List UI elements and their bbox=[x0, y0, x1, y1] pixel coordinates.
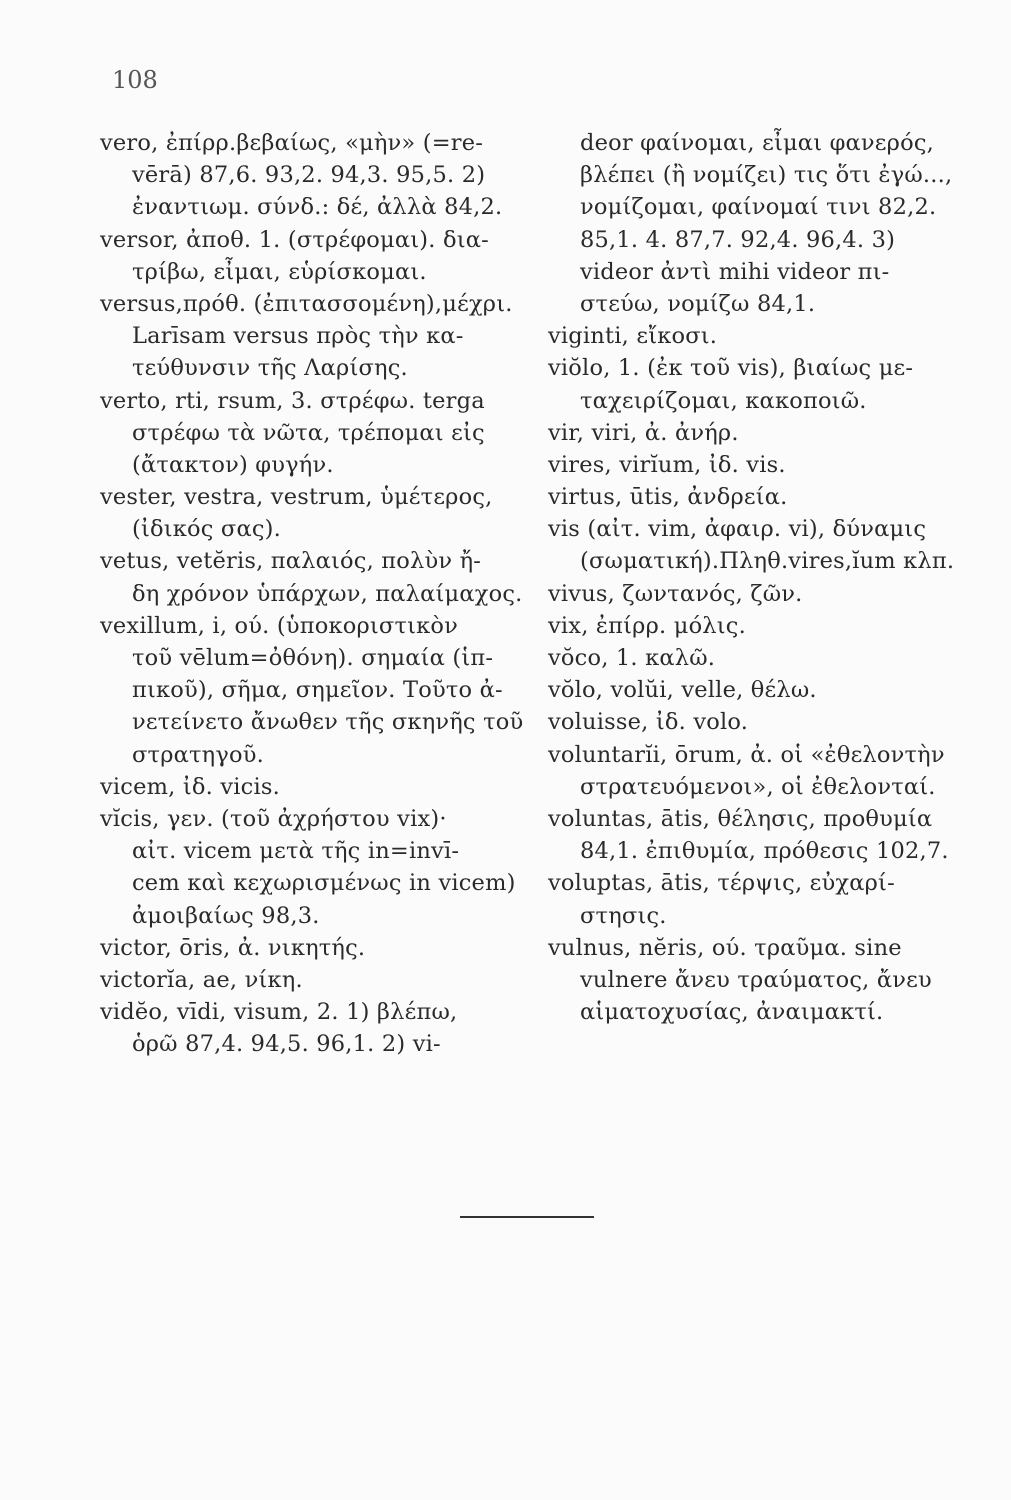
dictionary-line: vester, vestra, vestrum, ὑμέτερος, bbox=[100, 484, 493, 511]
dictionary-line: deor φαίνομαι, εἶμαι φανερός, bbox=[580, 130, 934, 156]
dictionary-line: (ἰδικός σας). bbox=[132, 516, 282, 543]
dictionary-line: στρατηγοῦ. bbox=[132, 741, 264, 768]
dictionary-line: viginti, εἴκοσι. bbox=[548, 323, 718, 350]
dictionary-line: vir, viri, ἀ. ἀνήρ. bbox=[548, 419, 739, 446]
dictionary-line: (ἄτακτον) φυγήν. bbox=[132, 451, 334, 478]
dictionary-line: vŏlo, volŭi, velle, θέλω. bbox=[548, 677, 817, 704]
dictionary-line: vix, ἐπίρρ. μόλις. bbox=[548, 612, 746, 639]
dictionary-line: αἱματοχυσίας, ἀναιμακτί. bbox=[580, 999, 884, 1026]
dictionary-line: στρέφω τὰ νῶτα, τρέπομαι εἰς bbox=[132, 419, 485, 446]
dictionary-line: τρίβω, εἶμαι, εὑρίσκομαι. bbox=[132, 258, 427, 285]
dictionary-line: (σωματική).Πληθ.vires,ĭum κλπ. bbox=[580, 548, 955, 575]
dictionary-line: verto, rti, rsum, 3. στρέφω. terga bbox=[100, 387, 485, 414]
dictionary-line: vidĕo, vīdi, visum, 2. 1) βλέπω, bbox=[100, 999, 458, 1026]
dictionary-line: voluntas, ātis, θέλησις, προθυμία bbox=[548, 805, 933, 832]
page-number: 108 bbox=[112, 66, 158, 94]
dictionary-line: βλέπει (ἢ νομίζει) τις ὅτι ἐγώ..., bbox=[580, 162, 953, 189]
dictionary-line: στεύω, νομίζω 84,1. bbox=[580, 290, 816, 317]
dictionary-line: νομίζομαι, φαίνομαί τινι 82,2. bbox=[580, 194, 937, 221]
dictionary-line: versus,πρόθ. (ἐπιτασσομένη),μέχρι. bbox=[100, 290, 513, 317]
dictionary-line: δη χρόνον ὑπάρχων, παλαίμαχος. bbox=[132, 580, 523, 607]
dictionary-line: vulnus, nĕris, ού. τραῦμα. sine bbox=[548, 934, 902, 961]
dictionary-line: voluntarĭi, ōrum, ἀ. οἱ «ἐθελοντὴν bbox=[548, 741, 945, 768]
dictionary-line: virtus, ūtis, ἀνδρεία. bbox=[548, 484, 788, 511]
dictionary-line: victorĭa, ae, νίκη. bbox=[100, 966, 303, 993]
dictionary-line: vero, ἐπίρρ.βεβαίως, «μὴν» (=re- bbox=[100, 130, 484, 156]
dictionary-line: 84,1. ἐπιθυμία, πρόθεσις 102,7. bbox=[580, 838, 949, 865]
dictionary-line: τοῦ vēlum=ὀθόνη). σημαία (ἱπ- bbox=[132, 645, 494, 671]
dictionary-line: vĭcis, γεν. (τοῦ ἀχρήστου vix)· bbox=[100, 805, 447, 832]
dictionary-line: videor ἀντὶ mihi videor πι- bbox=[580, 258, 890, 285]
dictionary-line: vires, virĭum, ἰδ. vis. bbox=[548, 451, 786, 478]
dictionary-line: cem καὶ κεχωρισμένως in vicem) bbox=[132, 870, 516, 897]
dictionary-line: ἐναντιωμ. σύνδ.: δέ, ἀλλὰ 84,2. bbox=[132, 194, 503, 221]
dictionary-line: victor, ōris, ἀ. νικητής. bbox=[100, 934, 366, 961]
dictionary-line: vis (αἰτ. vim, ἀφαιρ. vi), δύναμις bbox=[548, 516, 927, 543]
left-column bbox=[100, 127, 540, 1060]
dictionary-line: versor, ἀποθ. 1. (στρέφομαι). δια- bbox=[100, 226, 489, 253]
dictionary-line: vicem, ἰδ. vicis. bbox=[100, 773, 280, 800]
dictionary-line: ταχειρίζομαι, κακοποιῶ. bbox=[580, 387, 867, 414]
dictionary-line: voluptas, ātis, τέρψις, εὐχαρί- bbox=[548, 870, 895, 897]
dictionary-line: 85,1. 4. 87,7. 92,4. 96,4. 3) bbox=[580, 226, 896, 253]
dictionary-line: αἰτ. vicem μετὰ τῆς in=invī- bbox=[132, 838, 460, 865]
dictionary-line: vexillum, i, ού. (ὑποκοριστικὸν bbox=[100, 612, 459, 639]
dictionary-line: τεύθυνσιν τῆς Λαρίσης. bbox=[132, 355, 408, 382]
dictionary-line: στησις. bbox=[580, 902, 667, 929]
dictionary-line: voluisse, ἰδ. volo. bbox=[548, 709, 749, 736]
dictionary-line: vŏco, 1. καλῶ. bbox=[548, 645, 716, 671]
dictionary-line: ἀμοιβαίως 98,3. bbox=[132, 902, 320, 929]
dictionary-line: vivus, ζωντανός, ζῶν. bbox=[548, 580, 803, 607]
dictionary-line: vērā) 87,6. 93,2. 94,3. 95,5. 2) bbox=[132, 162, 486, 189]
dictionary-line: vulnere ἄνευ τραύματος, ἄνευ bbox=[580, 966, 932, 993]
right-column bbox=[548, 127, 980, 1028]
dictionary-line: στρατευόμενοι», οἱ ἐθελονταί. bbox=[580, 773, 936, 800]
dictionary-line: νετείνετο ἄνωθεν τῆς σκηνῆς τοῦ bbox=[132, 709, 524, 736]
dictionary-line: Larīsam versus πρὸς τὴν κα- bbox=[132, 323, 464, 350]
dictionary-line: viŏlo, 1. (ἐκ τοῦ vis), βιαίως με- bbox=[548, 355, 914, 382]
end-rule bbox=[460, 1216, 594, 1218]
dictionary-line: ὁρῶ 87,4. 94,5. 96,1. 2) vi- bbox=[132, 1031, 441, 1058]
dictionary-line: vetus, vetĕris, παλαιός, πολὺν ἤ- bbox=[100, 548, 482, 575]
dictionary-line: πικοῦ), σῆμα, σημεῖον. Τοῦτο ἀ- bbox=[132, 677, 503, 704]
